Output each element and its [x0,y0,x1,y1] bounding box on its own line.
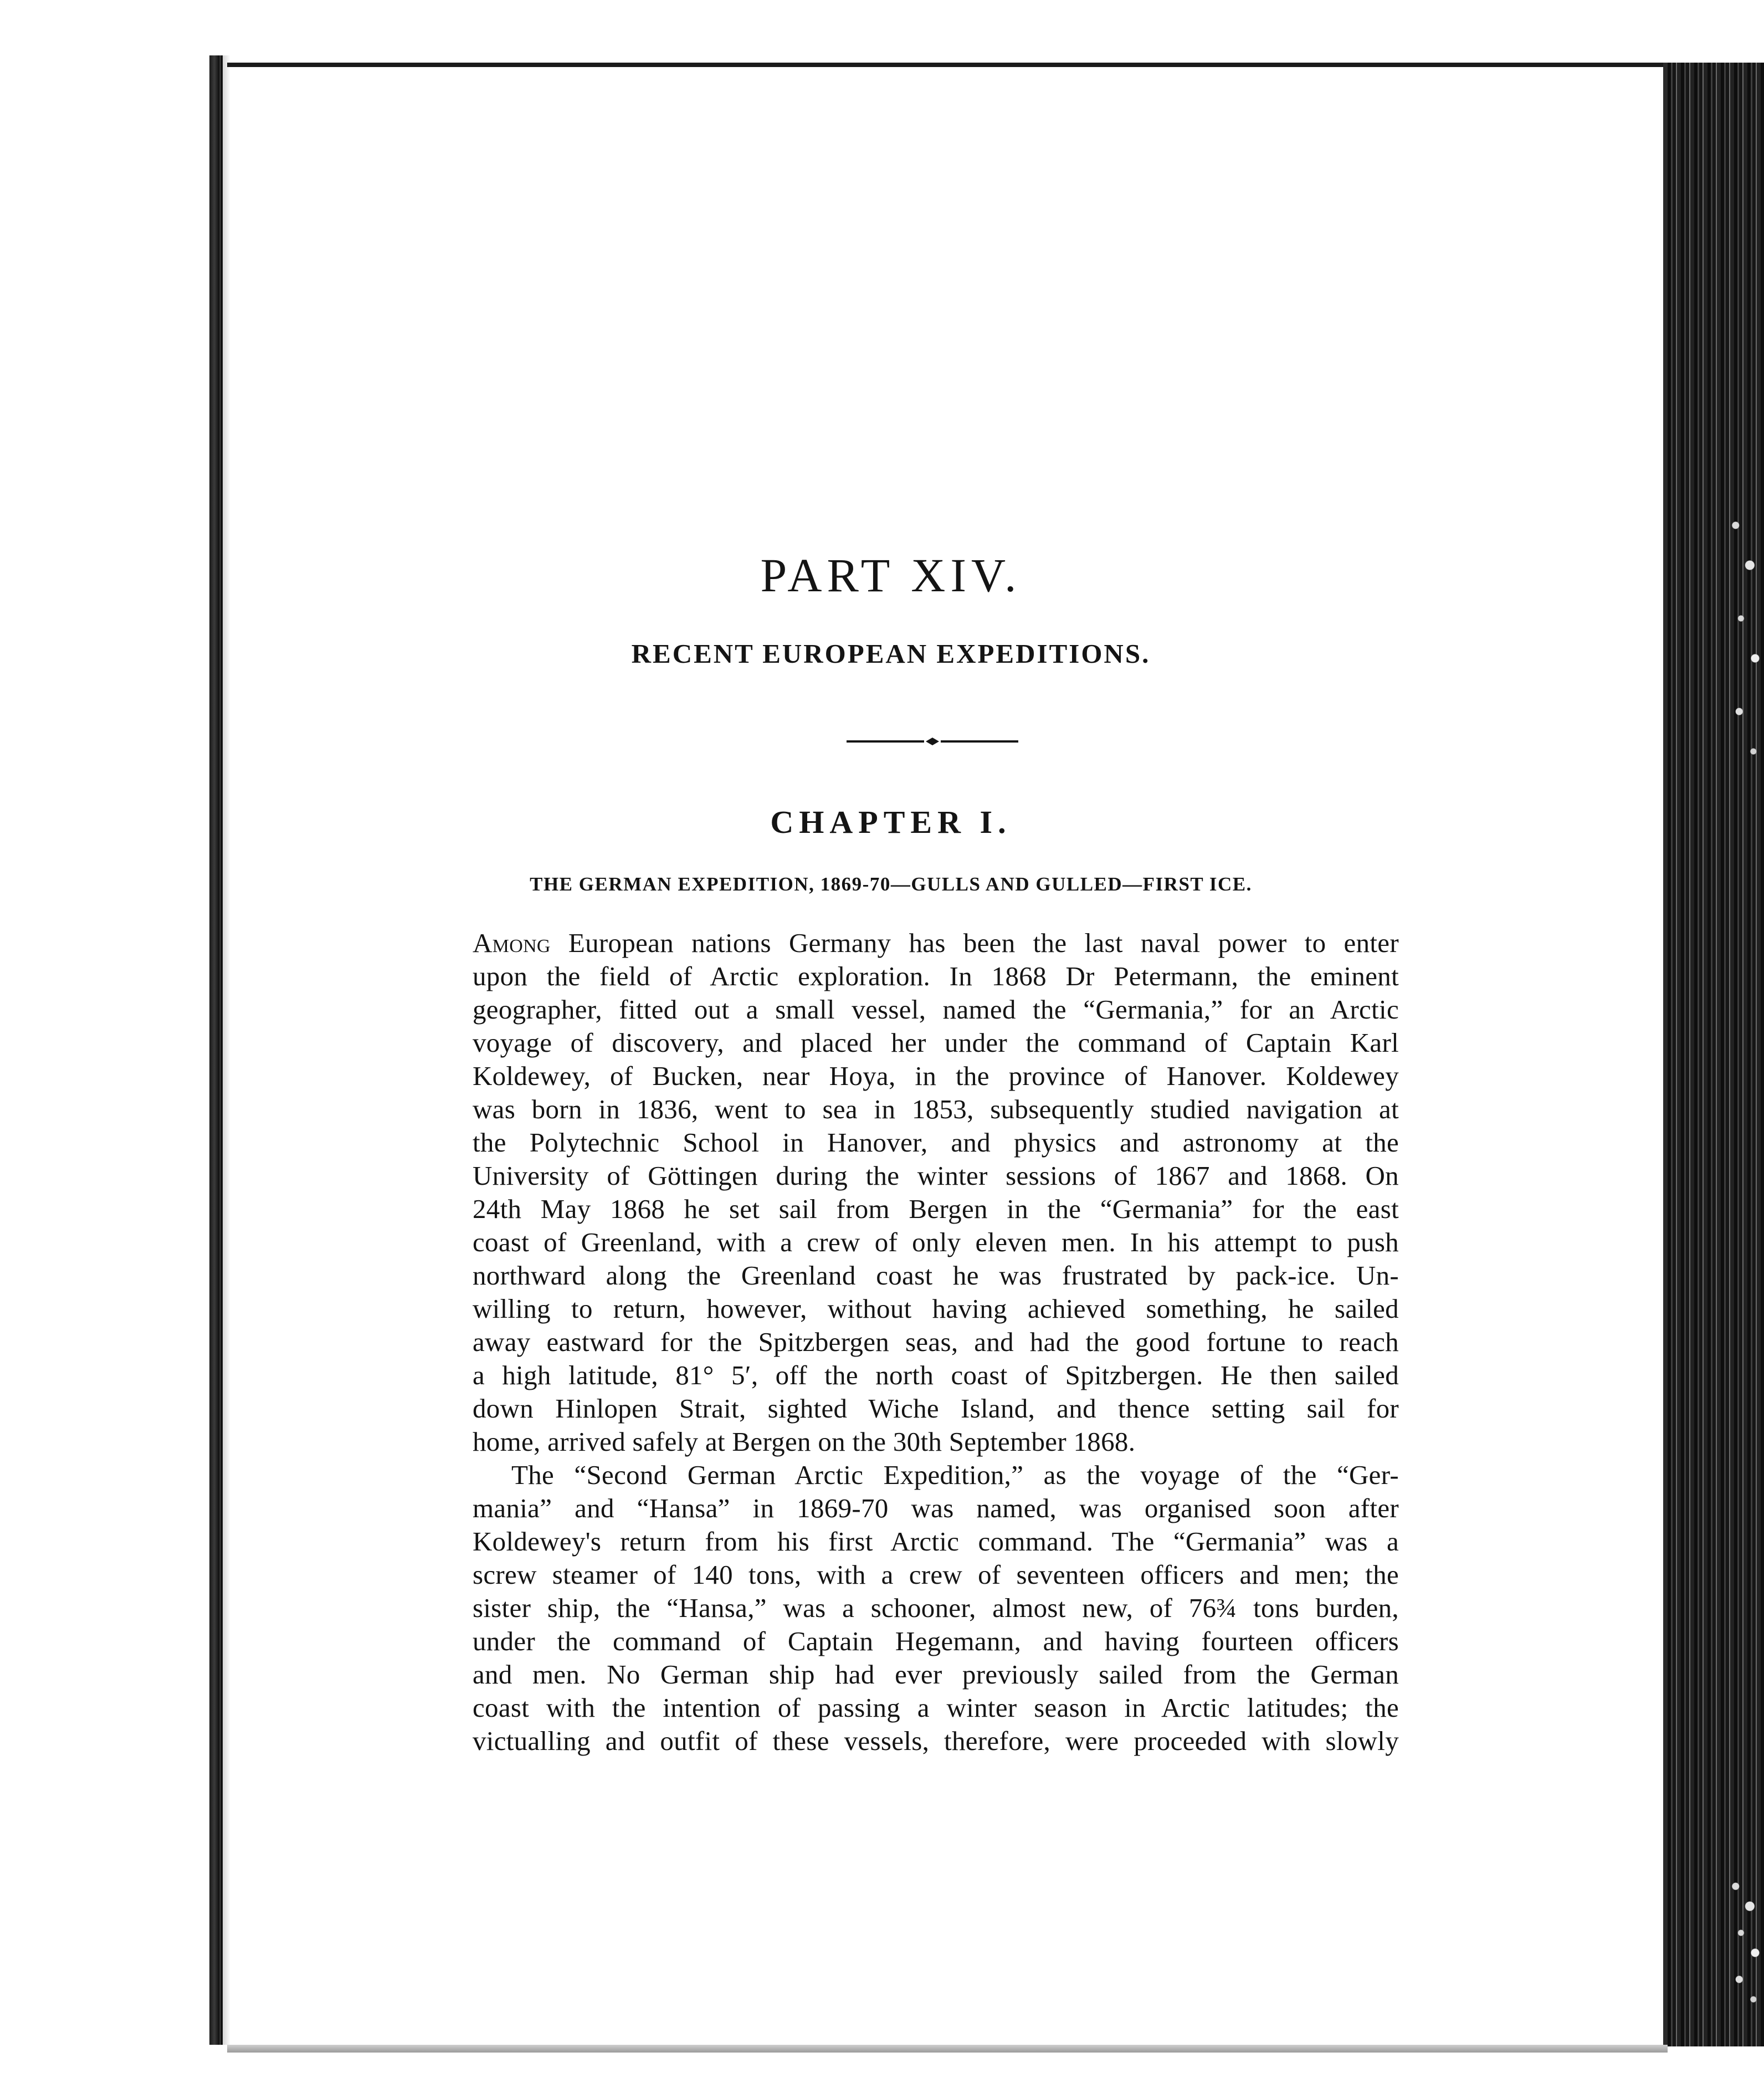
text-line: sister ship, the “Hansa,” was a schooner, almost new, of 76¾ tons burden, [473,1593,1399,1623]
page-top-border [227,63,1663,67]
text-line: Koldewey, of Bucken, near Hoya, in the province of Hanover. Koldewey [473,1061,1399,1091]
text-line: mania” and “Hansa” in 1869-70 was named, was organised soon after [473,1493,1399,1523]
part-title: PART XIV. [760,549,1022,602]
text-line: screw steamer of 140 tons, with a crew of seventeen officers and men; the [473,1559,1399,1590]
book-fore-edge [1668,63,1764,2046]
ornament-divider [847,737,1018,746]
fore-edge-wear [1729,499,1764,765]
chapter-title: CHAPTER I. [770,804,1012,840]
text-line: upon the field of Arctic exploration. In 1868 Dr Petermann, the eminent [473,961,1399,991]
text-line: down Hinlopen Strait, sighted Wiche Island, and thence setting sail for [473,1393,1399,1424]
text-line: the Polytechnic School in Hanover, and physics and astronomy at the [473,1127,1399,1158]
text-line: voyage of discovery, and placed her under the command of Captain Karl [473,1027,1399,1058]
left-blank-page [0,0,209,2088]
gutter-line [221,55,223,2045]
text-line: Koldewey's return from his first Arctic command. The “Germania” was a [473,1526,1399,1557]
body-text [473,927,1399,1758]
text-line: coast of Greenland, with a crew of only eleven men. In his attempt to push [473,1227,1399,1257]
text-line: northward along the Greenland coast he was frustrated by pack-ice. Un- [473,1260,1399,1291]
text-line: 24th May 1868 he set sail from Bergen in the “Germania” for the east [473,1194,1399,1224]
chapter-subtitle: THE GERMAN EXPEDITION, 1869-70—GULLS AND GULLED—FIRST ICE. [530,873,1252,895]
text-line: University of Göttingen during the winter sessions of 1867 and 1868. On [473,1160,1399,1191]
fore-edge-wear-lower [1729,1873,1764,2006]
text-line: victualling and outfit of these vessels, therefore, were proceeded with slowly [473,1726,1399,1756]
book-gutter [209,55,230,2045]
drop-word: Among [473,928,551,958]
text-line: under the command of Captain Hegemann, and having fourteen officers [473,1626,1399,1656]
part-subtitle: RECENT EUROPEAN EXPEDITIONS. [631,638,1151,669]
text-line: The “Second German Arctic Expedition,” as the voyage of the “Ger- [511,1460,1399,1490]
page-right-border [1663,63,1668,2046]
text-line: and men. No German ship had ever previously sailed from the German [473,1659,1399,1690]
text-line: geographer, fitted out a small vessel, named the “Germania,” for an Arctic [473,994,1399,1025]
text-line: a high latitude, 81° 5′, off the north coast of Spitzbergen. He then sailed [473,1360,1399,1390]
text-line: coast with the intention of passing a winter season in Arctic latitudes; the [473,1692,1399,1723]
text-line: was born in 1836, went to sea in 1853, subsequently studied navigation at [473,1094,1399,1124]
text-line: willing to return, however, without having achieved something, he sailed [473,1293,1399,1324]
text-line: away eastward for the Spitzbergen seas, and had the good fortune to reach [473,1327,1399,1357]
text-line: home, arrived safely at Bergen on the 30th September 1868. [473,1426,1136,1457]
text-line: Among European nations Germany has been the last naval power to enter [473,928,1399,958]
page-bottom-border [227,2045,1668,2053]
